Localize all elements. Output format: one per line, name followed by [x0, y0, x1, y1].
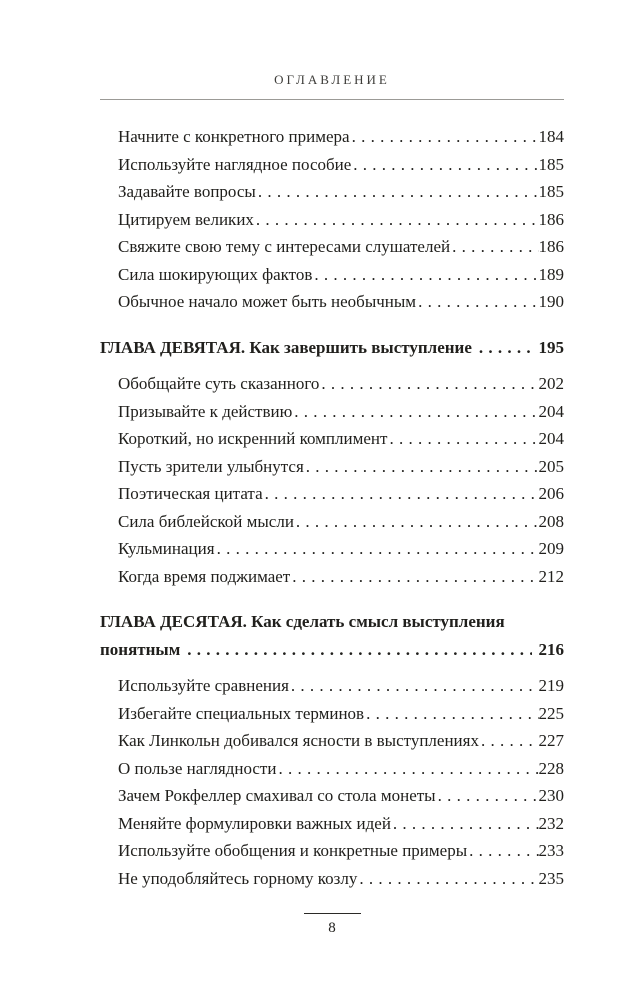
toc-entry-title: О пользе наглядности [118, 758, 277, 778]
toc-entry-page: 233 [538, 841, 564, 860]
dot-leader [256, 206, 539, 234]
toc-entry-page: 202 [538, 374, 564, 393]
toc-entry-title: Поэтическая цитата [118, 484, 263, 503]
toc-entry-page: 230 [538, 786, 564, 805]
toc-entry[interactable] [118, 398, 564, 426]
toc-entry[interactable] [118, 261, 564, 289]
toc-entry[interactable] [118, 370, 564, 398]
dot-leader [258, 178, 539, 206]
toc-entry-page: 186 [538, 237, 564, 256]
dot-leader [393, 810, 539, 838]
footer-divider [304, 913, 361, 914]
toc-entry-page: 219 [538, 676, 564, 695]
toc-entry-page: 209 [538, 539, 564, 558]
toc-group-2 [118, 370, 564, 590]
toc-entry[interactable] [118, 288, 564, 316]
toc-entry[interactable] [118, 535, 564, 563]
toc-entry-page: 208 [538, 511, 564, 531]
toc-entry-title: Избегайте специальных терминов [118, 703, 365, 723]
toc-entry-page: 205 [538, 456, 564, 476]
toc-entry[interactable] [118, 837, 564, 865]
toc-entry-title: Не уподобляйтесь горному козлу [118, 868, 358, 888]
toc-entry[interactable] [118, 672, 564, 700]
toc-entry[interactable] [118, 755, 564, 783]
toc-entry-title: Как Линкольн добивался ясности в выступлениях [118, 731, 479, 750]
dot-leader [306, 453, 539, 481]
toc-chapter-ten[interactable] [100, 608, 564, 663]
toc-entry-title: Меняйте формулировки важных идей [118, 813, 391, 833]
toc-entry-page: 204 [538, 429, 564, 448]
table-of-contents [100, 123, 564, 892]
toc-entry-page: 185 [538, 154, 564, 174]
toc-entry-title: Начните с конкретного примера [118, 127, 350, 146]
dot-leader [294, 398, 538, 426]
toc-entry[interactable] [118, 700, 564, 728]
dot-leader [265, 480, 539, 508]
toc-entry[interactable] [118, 233, 564, 261]
dot-leader [366, 700, 538, 728]
toc-entry-title: Короткий, но искренний комплимент [118, 429, 388, 448]
chapter-title-line2: понятным [100, 639, 181, 659]
toc-entry-page: 228 [538, 758, 564, 778]
toc-entry-page: 190 [538, 292, 564, 311]
toc-entry[interactable] [118, 425, 564, 453]
toc-entry[interactable] [118, 480, 564, 508]
toc-entry-page: 235 [538, 868, 564, 888]
dot-leader [359, 865, 538, 893]
dot-leader [352, 123, 539, 151]
toc-entry-page: 204 [538, 401, 564, 421]
page-header [100, 72, 564, 100]
toc-entry[interactable] [118, 508, 564, 536]
dot-leader [452, 233, 538, 261]
dot-leader [292, 563, 538, 591]
toc-entry-title: Сила библейской мысли [118, 511, 294, 531]
toc-entry-page: 227 [538, 731, 564, 750]
dot-leader [321, 370, 538, 398]
toc-entry-page: 189 [538, 264, 564, 284]
dot-leader [438, 782, 539, 810]
toc-entry[interactable] [118, 563, 564, 591]
dot-leader [296, 508, 539, 536]
toc-group-1 [118, 123, 564, 316]
toc-entry[interactable] [118, 123, 564, 151]
toc-entry-title: Обобщайте суть сказанного [118, 374, 320, 393]
toc-entry[interactable] [118, 810, 564, 838]
toc-entry-title: Кульминация [118, 539, 215, 558]
toc-entry-title: Свяжите свою тему с интересами слушателей [118, 237, 451, 256]
dot-leader [479, 334, 532, 362]
dot-leader [418, 288, 538, 316]
dot-leader [291, 672, 539, 700]
toc-entry[interactable] [118, 151, 564, 179]
toc-entry[interactable] [118, 453, 564, 481]
toc-entry-title: Зачем Рокфеллер смахивал со стола монеты [118, 786, 436, 805]
chapter-title-line1: ГЛАВА ДЕСЯТАЯ. Как сделать смысл выступления [100, 612, 505, 631]
page-title: ОГЛАВЛЕНИЕ [274, 72, 390, 87]
toc-entry-page: 186 [538, 209, 564, 229]
toc-entry-title: Задавайте вопросы [118, 182, 256, 201]
toc-entry[interactable] [118, 727, 564, 755]
chapter-page-number: 216 [538, 639, 564, 659]
dot-leader [187, 636, 531, 664]
chapter-title: ГЛАВА ДЕВЯТАЯ. Как завершить выступление [100, 337, 472, 357]
toc-entry-page: 232 [538, 813, 564, 833]
chapter-page-number: 195 [538, 337, 564, 357]
dot-leader [353, 151, 538, 179]
toc-entry-page: 206 [538, 484, 564, 503]
toc-entry-title: Призывайте к действию [118, 401, 293, 421]
toc-entry-title: Обычное начало может быть необычным [118, 292, 417, 311]
dot-leader [481, 727, 539, 755]
toc-entry-title: Используйте наглядное пособие [118, 154, 352, 174]
dot-leader [314, 261, 538, 289]
dot-leader [389, 425, 538, 453]
toc-entry[interactable] [118, 865, 564, 893]
toc-group-3 [118, 672, 564, 892]
header-divider [100, 99, 564, 100]
dot-leader [217, 535, 539, 563]
toc-entry-page: 185 [538, 182, 564, 201]
toc-entry[interactable] [118, 782, 564, 810]
toc-entry-title: Пусть зрители улыбнутся [118, 456, 304, 476]
toc-entry[interactable] [118, 178, 564, 206]
toc-entry-title: Когда время поджимает [118, 566, 291, 586]
toc-chapter-nine[interactable] [100, 334, 564, 362]
toc-entry-title: Цитируем великих [118, 209, 254, 229]
dot-leader [278, 755, 538, 783]
toc-entry-title: Используйте обобщения и конкретные примеры [118, 841, 468, 860]
toc-entry-title: Сила шокирующих фактов [118, 264, 313, 284]
toc-entry-page: 225 [538, 703, 564, 723]
folio-page-number: 8 [328, 920, 336, 936]
page-footer [100, 913, 564, 938]
toc-entry[interactable] [118, 206, 564, 234]
toc-entry-page: 212 [538, 566, 564, 586]
toc-entry-title: Используйте сравнения [118, 676, 289, 695]
chapter-title-line2-row [100, 636, 564, 664]
dot-leader [469, 837, 538, 865]
toc-entry-page: 184 [538, 127, 564, 146]
